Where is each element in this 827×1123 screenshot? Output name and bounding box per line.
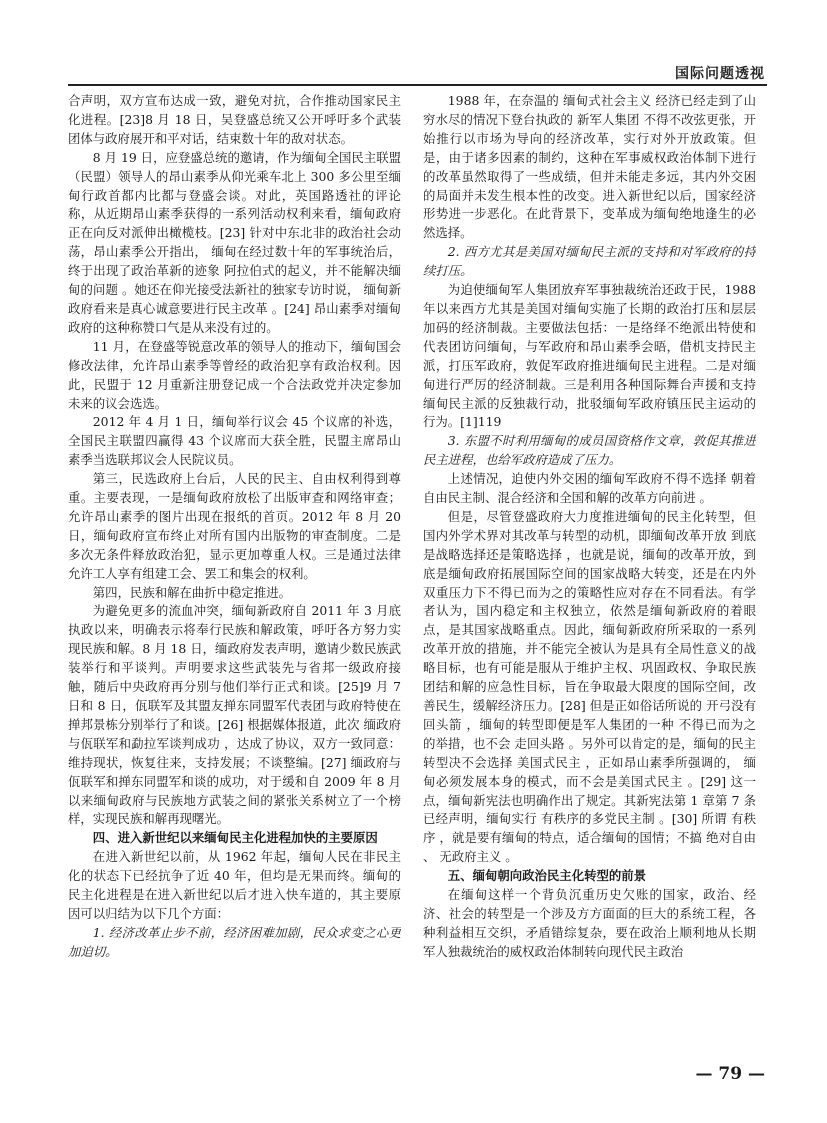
subsection-heading: 2. 西方尤其是美国对缅甸民主派的支持和对军政府的持续打压。 bbox=[423, 244, 756, 279]
section-heading: 五、缅甸朝向政治民主化转型的前景 bbox=[447, 868, 647, 884]
page-number: — 79 — bbox=[695, 1064, 765, 1084]
paragraph: 在进入新世纪以前，从 1962 年起，缅甸人民在非民主化的状态下已经抗争了近 40 年，但均是无果而终。缅甸的民主化进程是在进入新世纪以后才进入快车道的，其主要原因可以归结为以下几个方面： bbox=[68, 849, 401, 921]
paragraph: 2012 年 4 月 1 日，缅甸举行议会 45 个议席的补选，全国民主联盟四赢得 43 个议席而大获全胜，民盟主席昂山素季当选联邦议会人民院议员。 bbox=[68, 414, 401, 468]
paragraph: 8 月 19 日，应登盛总统的邀请，作为缅甸全国民主联盟（民盟）领导人的昂山素季从仰光乘车北上 300 多公里至缅甸行政首都内比都与登盛会谈。对此，英国路透社的评论称，从近期昂山素季获得的一系列活动权利来看，缅甸政府正在向反对派伸出橄榄枝。[23] 针对中东北非的政治社会动荡，昂山素季公开指出， 缅甸在经过数十年的军事统治后，终于出现了政治革新的迹象 阿拉伯式的起义，并不能解决缅甸的问题 。她还在仰光接受法新社的独家专访时说， 缅甸新政府看来是真心诚意要进行民主改革 。[24] 昂山素季对缅甸政府的这种称赞口气是从来没有过的。 bbox=[68, 149, 401, 335]
paragraph: 合声明，双方宣布达成一致，避免对抗，合作推动国家民主化进程。[23]8 月 18 日，吴登盛总统又公开呼吁多个武装团体与政府展开和平对话，结束数十年的敌对状态。 bbox=[68, 93, 401, 146]
right-column bbox=[423, 92, 756, 1057]
header-divider bbox=[68, 84, 767, 86]
subsection-heading: 3. 东盟不时利用缅甸的成员国资格作文章，敦促其推进民主进程，也给军政府造成了压力。 bbox=[423, 433, 756, 468]
paragraph: 11 月，在登盛等锐意改革的领导人的推动下，缅甸国会修改法律，允许昂山素季等曾经的政治犯享有政治权利。因此，民盟于 12 月重新注册登记成一个合法政党并决定参加未来的议会选选。 bbox=[68, 338, 401, 411]
section-header-tag: 国际问题透视 bbox=[675, 66, 765, 82]
paragraph: 为避免更多的流血冲突，缅甸新政府自 2011 年 3 月底执政以来，明确表示将奉行民族和解政策，呼吁各方努力实现民族和解。8 月 18 日，缅政府发表声明，邀请少数民族武装举行和平谈判。声明要求这些武装先与省邦一级政府接触，随后中央政府再分别与他们举行正式和谈。[25]9 月 7 日和 8 日，佤联军及其盟友掸东同盟军代表团与政府特使在掸邦景栋分别举行了和谈。[26] 根据媒体报道，此次 缅政府与佤联军和勐拉军谈判成功 ，达成了协议，双方一致同意：维持现状，恢复往来，支持发展；不谈整编。[27] 缅政府与佤联军和掸东同盟军和谈的成功，对于缓和自 2009 年 8 月以来缅甸政府与民族地方武装之间的紧张关系树立了一个榜样，实现民族和解再现曙光。 bbox=[68, 603, 401, 827]
paragraph: 第三，民选政府上台后，人民的民主、自由权利得到尊重。主要表现，一是缅甸政府放松了出版审查和网络审查；允许昂山素季的图片出现在报纸的首页。2012 年 8 月 20 日，缅甸政府宣布终止对所有国内出版物的审查制度。二是多次无条件释放政治犯，显示更加尊重人权。三是通过法律允许工人享有组建工会、罢工和集会的权利。 bbox=[68, 471, 401, 581]
subsection-heading: 1. 经济改革止步不前，经济困难加剧，民众求变之心更加迫切。 bbox=[68, 924, 401, 959]
section-heading: 四、进入新世纪以来缅甸民主化进程加快的主要原因 bbox=[92, 830, 378, 846]
paragraph: 在缅甸这样一个背负沉重历史欠账的国家，政治、经济、社会的转型是一个涉及方方面面的巨大的系统工程，各种利益相互交织，矛盾错综复杂，要在政治上顺利地从长期军人独裁统治的威权政治体制转向现代民主政治 bbox=[423, 887, 756, 959]
paragraph: 但是，尽管登盛政府大力度推进缅甸的民主化转型，但国内外学术界对其改革与转型的动机，即缅甸改革开放 到底是战略选择还是策略选择 ，也就是说，缅甸的改革开放，到底是缅甸政府拓展国际空间的国家战略大转变，还是在内外双重压力下不得已而为之的策略性应对存在不同看法。有学者认为，国内稳定和主权独立，依然是缅甸新政府的着眼点，是其国家战略重点。因此，缅甸新政府所采取的一系列改革开放的措施，并不能完全被认为是具有全局性意义的战略目标，也有可能是服从于维护主权、巩固政权、争取民族团结和解的应急性目标，旨在争取最大限度的国际空间，改善民生，缓解经济压力。[28] 但是正如俗话所说的 开弓没有回头箭 ，缅甸的转型即便是军人集团的一种 不得已而为之 的举措，也不会 走回头路 。另外可以肯定的是，缅甸的民主转型决不会选择 美国式民主 ，正如昂山素季所强调的， 缅甸必须发展本身的模式，而不会是美国式民主 。[29] 这一点，缅甸新宪法也明确作出了规定。其新宪法第 1 章第 7 条已经声明，缅甸实行 有秩序的多党民主制 。[30] 所谓 有秩序 ，就是要有缅甸的特点，适合缅甸的国情；不搞 绝对自由 、 无政府主义 。 bbox=[423, 508, 756, 865]
paragraph: 上述情况，迫使内外交困的缅甸军政府不得不选择 朝着自由民主制、混合经济和全国和解的改革方向前进 。 bbox=[423, 471, 756, 506]
left-column bbox=[68, 92, 401, 1057]
paragraph: 为迫使缅甸军人集团放弃军事独裁统治还政于民，1988 年以来西方尤其是美国对缅甸实施了长期的政治打压和层层加码的经济制裁。主要做法包括：一是络绎不绝派出特使和代表团访问缅甸，与军政府和昂山素季会晤，借机支持民主派，打压军政府，敦促军政府推进缅甸民主进程。二是对缅甸进行严厉的经济制裁。三是利用各种国际舞台声援和支持缅甸民主派的反独裁行动，批驳缅甸军政府镇压民主运动的行为。[1]119 bbox=[423, 282, 756, 430]
paragraph: 第四，民族和解在曲折中稳定推进。 bbox=[92, 584, 292, 600]
paragraph: 1988 年，在奈温的 缅甸式社会主义 经济已经走到了山穷水尽的情况下登台执政的 新军人集团 不得不改弦更张，开始推行以市场为导向的经济改革，实行对外开放政策。但是，由于诸多因素的制约，这种在军事威权政治体制下进行的改革虽然取得了一些成绩，但并未能走多远，其内外交困的局面并未发生根本性的改变。进入新世纪以后，国家经济形势进一步恶化。在此背景下，变革成为缅甸绝地逢生的必然选择。 bbox=[423, 93, 756, 241]
